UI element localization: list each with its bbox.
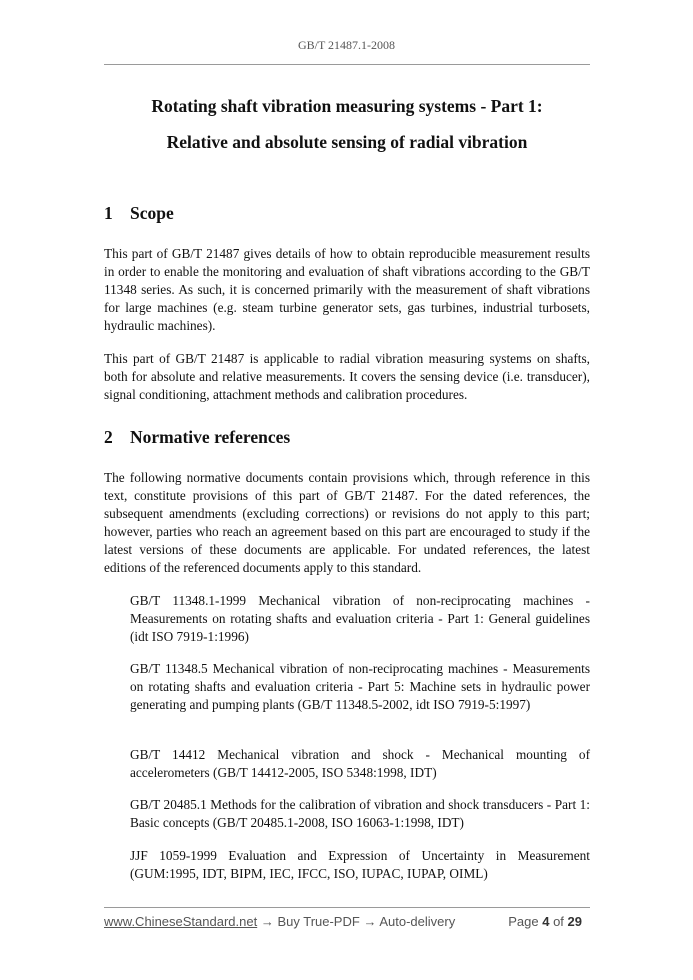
section-heading-scope [104,203,174,224]
document-title-line-2: Relative and absolute sensing of radial vibration [166,132,528,152]
page-indicator [508,914,582,929]
section-title: Normative references [130,427,291,447]
auto-delivery-text: Auto-delivery [379,914,456,929]
reference-item: GB/T 11348.5 Mechanical vibration of non-reciprocating machines - Measurements on rotating shafts and evaluation criteria - Part 5: Machine sets in hydraulic power generating and pumping plants (GB/T 11348.5-2002, idt ISO 7919-5:1997) [130,661,590,712]
section-number: 2 [104,427,113,447]
header-divider [104,64,590,65]
buy-true-pdf-text: Buy True-PDF [277,914,360,929]
reference-item: JJF 1059-1999 Evaluation and Expression of Uncertainty in Measurement (GUM:1995, IDT, BIPM, IEC, IFCC, ISO, IUPAC, IUPAP, OIML) [130,848,590,881]
page-label: Page [508,914,539,929]
website-link[interactable]: www.ChineseStandard.net [104,914,258,929]
scope-paragraph-2: This part of GB/T 21487 is applicable to radial vibration measuring systems on shafts, both for absolute and relative measurements. It covers the sensing device (i.e. transducer), signal conditioning, attachment methods and calibration procedures. [104,351,590,402]
current-page-number: 4 [542,914,550,929]
arrow-right-icon: → [363,914,377,929]
footer-divider [104,907,590,908]
total-page-count: 29 [567,914,582,929]
arrow-right-icon: → [260,914,274,929]
page-of-label: of [553,914,564,929]
reference-item: GB/T 14412 Mechanical vibration and shock - Mechanical mounting of accelerometers (GB/T 14412-2005, ISO 5348:1998, IDT) [130,747,590,780]
page-footer [104,914,590,929]
running-header: GB/T 21487.1-2008 [297,38,396,52]
reference-item: GB/T 20485.1 Methods for the calibration of vibration and shock transducers - Part 1: Basic concepts (GB/T 20485.1-2008, ISO 16063-1:1998, IDT) [130,797,590,830]
normative-references-intro: The following normative documents contain provisions which, through reference in this text, constitute provisions of this part of GB/T 21487. For the dated references, the subsequent amendments (excluding corrections) or revisions do not apply to this part; however, parties who reach an agreement based on this part are encouraged to study if the latest versions of these documents are applicable. For undated references, the latest editions of the referenced documents apply to this standard. [104,470,590,575]
scope-paragraph-1: This part of GB/T 21487 gives details of how to obtain reproducible measurement results in order to enable the monitoring and evaluation of shaft vibrations according to the GB/T 11348 series. As such, it is concerned primarily with the measurement of shaft vibrations for large machines (e.g. steam turbine generator sets, gas turbines, industrial turbosets, hydraulic machines). [104,246,590,333]
document-title-line-1: Rotating shaft vibration measuring systems - Part 1: [151,96,543,116]
section-title: Scope [130,203,174,223]
reference-item: GB/T 11348.1-1999 Mechanical vibration of non-reciprocating machines - Measurements on rotating shafts and evaluation criteria - Part 1: General guidelines (idt ISO 7919-1:1996) [130,593,590,644]
section-number: 1 [104,203,113,223]
section-heading-normative-references [104,427,290,448]
